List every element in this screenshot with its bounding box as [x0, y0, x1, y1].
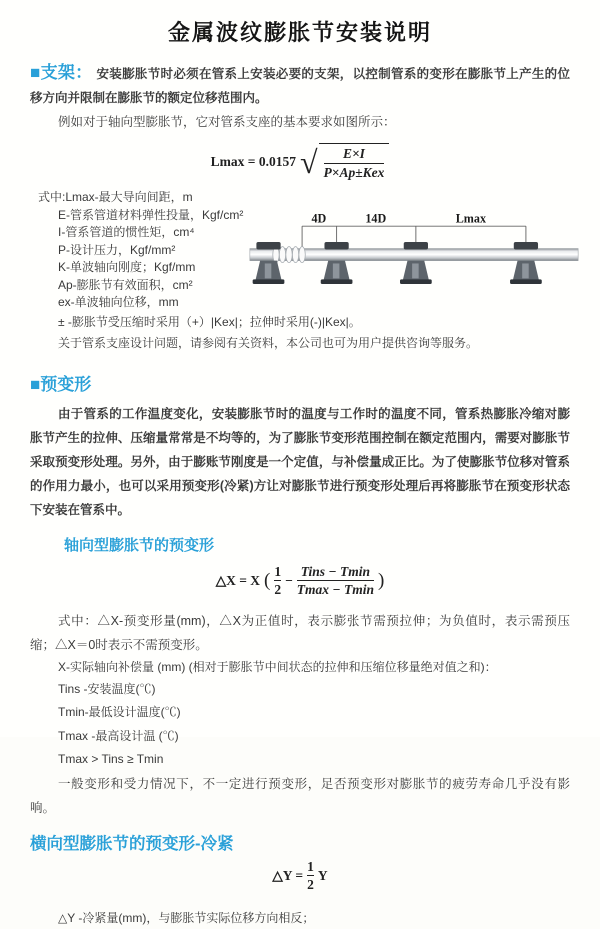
formula-lmax-radicand — [319, 143, 390, 181]
temperature-definitions-list — [30, 678, 570, 772]
formula-delta-y-lhs: △Y = — [272, 867, 304, 883]
open-paren: ( — [264, 569, 271, 591]
temperature-item: Tmax > Tins ≥ Tmin — [58, 752, 164, 767]
pipe-support-diagram-svg — [248, 211, 580, 301]
definition-item: P-设计压力，Kgf/mm² — [58, 242, 176, 257]
temperature-item: Tmin-最低设计温度(℃) — [58, 705, 181, 720]
square-root-icon: √ — [299, 144, 318, 181]
lateral-predeform-heading: 横向型膨胀节的预变形-冷紧 — [30, 834, 234, 853]
axial-predeform-heading: 轴向型膨胀节的预变形 — [64, 536, 215, 554]
delta-y-numerator: 1 — [307, 858, 314, 874]
delta-x-explain-paragraph: 式中：△X-预变形量(mm)，△X为正值时，表示膨张节需预拉伸；为负值时，表示需预压缩；△X＝0时表示不需预变形。 — [30, 613, 570, 652]
formula-delta-y — [30, 858, 570, 894]
diagram-label-lmax: Lmax — [455, 211, 487, 226]
symbol-definitions-list — [30, 189, 248, 312]
pipe-support-diagram — [248, 189, 580, 312]
plus-minus-note: ± -膨胀节受压缩时采用（+）|Kex|；拉伸时采用(-)|Kex|。 — [58, 314, 361, 329]
formula-delta-y-fraction — [307, 858, 314, 894]
formula-delta-x — [30, 563, 570, 599]
definition-item: 式中:Lmax-最大导向间距，m — [38, 190, 193, 205]
minus-operator: − — [285, 572, 293, 588]
pipe-support-guide — [321, 242, 353, 284]
formula-lmax — [30, 143, 570, 181]
page-title: 金属波纹膨胀节安装说明 — [167, 20, 432, 45]
formula-half-fraction — [274, 563, 281, 599]
pipe-support-guide — [400, 242, 432, 284]
pipe-support-anchor — [253, 242, 285, 284]
temperature-item: Tins -安装温度(℃) — [58, 681, 156, 696]
definition-item: K-单波轴向刚度；Kgf/mm — [58, 260, 196, 275]
temperature-denominator: Tmax − Tmin — [296, 582, 374, 598]
diagram-label-14d: 14D — [365, 211, 387, 226]
half-denominator: 2 — [274, 582, 282, 598]
predeform-intro-paragraph: 由于管系的工作温度变化，安装膨胀节时的温度与工作时的温度不同，管系热膨胀冷缩对膨胀节产生的拉伸、压缩量常常是不均等的，为了膨胀节变形范围控制在额定范围内，需要对膨胀节采取预变形处理。另外，由于膨账节刚度是一个定值，与补偿量成正比。为了使膨胀节位移对管系的作用力最小，也可以采用预变形(冷紧)方让对膨胀节进行预变形处理后再将膨胀节在预变形状态下安装在管系中。 — [30, 406, 570, 517]
close-paren: ) — [377, 569, 385, 591]
formula-delta-x-lhs: △X = X — [215, 572, 261, 588]
x-definition-line: X-实际轴向补偿量 (mm) (相对于膨胀节中间状态的拉伸和压缩位移量绝对值之和)： — [58, 659, 497, 674]
predeform-general-note: 一般变形和受力情况下，不一定进行预变形，足否预变形对膨胀节的疲劳寿命几乎没有影响。 — [30, 776, 570, 815]
formula-lmax-denominator: P×Ap±Kex — [323, 164, 385, 180]
delta-y-explain-line: △Y -冷紧量(mm)，与膨胀节实际位移方向相反； — [58, 910, 315, 925]
formula-lmax-fraction — [324, 145, 385, 181]
formula-lmax-lhs: Lmax = 0.0157 — [210, 154, 296, 170]
definitions-and-diagram-row — [30, 189, 570, 312]
definition-item: ex-单波轴向位移，mm — [58, 295, 179, 310]
temperature-item: Tmax -最高设计温 (℃) — [58, 728, 179, 743]
temperature-numerator: Tins − Tmin — [300, 563, 370, 579]
diagram-label-4d: 4D — [311, 211, 327, 226]
delta-y-denominator: 2 — [307, 877, 314, 893]
formula-lmax-numerator: E×I — [342, 146, 365, 161]
half-numerator: 1 — [274, 563, 282, 579]
definition-item: I-管系管道的惯性矩，cm⁴ — [58, 225, 195, 240]
support-intro-text: 安装膨胀节时必须在管系上安装必要的支架，以控制管系的变形在膨胀节上产生的位移方向并限制在膨胀节的额定位移范围内。 — [30, 67, 570, 105]
predeform-section-heading: ■预变形 — [30, 374, 92, 394]
definition-item: E-管系管道材料弹性投量，Kgf/cm² — [58, 207, 244, 222]
pipe-support-guide — [510, 242, 542, 284]
support-intro-paragraph — [30, 61, 570, 110]
support-example-line: 例如对于轴向型膨胀节，它对管系支座的基本要求如图所示： — [58, 115, 396, 129]
support-section-heading: ■支架： — [30, 63, 93, 82]
formula-delta-y-rhs: Y — [317, 867, 328, 883]
formula-temperature-fraction — [297, 563, 374, 599]
consult-note: 关于管系支座设计问题，请参阅有关资料，本公司也可为用户提供咨询等服务。 — [58, 335, 479, 350]
definition-item: Ap-膨胀节有效面积，cm² — [58, 277, 193, 292]
